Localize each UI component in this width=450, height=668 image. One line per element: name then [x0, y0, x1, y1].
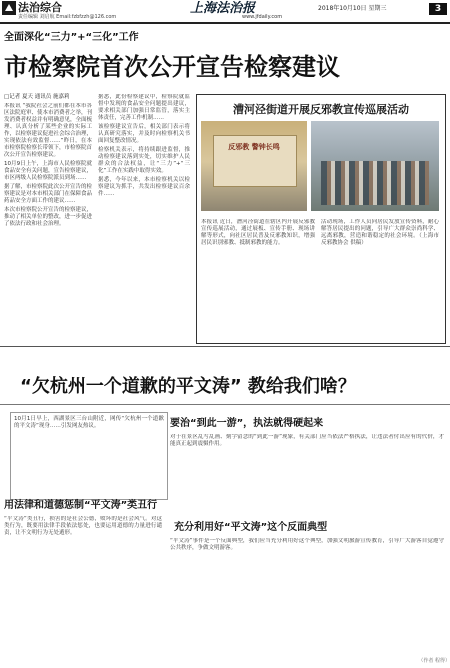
byline: □记者 夏天 通讯员 施嘉莉 [4, 94, 70, 100]
crowd-photo [311, 121, 439, 211]
paragraph: 本报讯 “我院社会之前们都在本市各区法院庭审、使本市消费者之举，刊发消费者权益并有明确意见，全面梳理、认真分析了某些企业的实际工作，以检察建议促进社会综合治理，实现依法有效监督……”昨日，在本市检察院检察长带领下，市检察院首次公开宣告检察建议。 [4, 103, 92, 158]
editor-info: 责任编辑 刘启航 Email:fzbfzzh@126.com [18, 14, 117, 20]
paragraph: 10月9日上午，上海市人民检察院就食品安全有关问题，宣告检察建议，市区两级人民检察院派员到场…… [4, 161, 92, 181]
paragraph: 据悉，今年以来，本市检察机关以检察建议为抓手，共发出检察建议百余件…… [98, 177, 190, 197]
feature-headline: “欠杭州一个道歉的平文涛” 教给我们啥？ [20, 376, 356, 397]
paragraph: 据了解，市检察院此次公开宣告的检察建议是对本市相关部门在保障食品药品安全方面工作的建议…… [4, 184, 92, 204]
article-column-left [4, 103, 92, 339]
subheadline-c: 充分利用好“平文涛”这个反面典型 [174, 522, 328, 533]
issue-date: 2018年10月10日 星期三 [318, 5, 387, 12]
article-a-body: “平文涛”类丑行，损害的是社会公德，败坏的是社会风气。对这类行为，既要用法律手段依法惩处，也要运用道德的力量进行谴责，让不文明行为无处遁形。 [4, 516, 162, 536]
kicker: 全面深化“三力”+“三化”工作 [4, 32, 139, 43]
divider [0, 346, 450, 347]
banner-text: 反邪教 警钟长鸣 [228, 143, 280, 151]
photo-story-title: 漕河泾街道开展反邪教宣传巡展活动 [233, 103, 409, 116]
photo-caption-continued: 活动现场，工作人员向居民发放宣传资料，耐心解答居民提出的问题，引导广大群众崇尚科学、远离邪教，营造和谐稳定的社会环境。（上海市反邪教协会 供稿） [321, 219, 439, 246]
exhibition-photo [201, 121, 307, 211]
paragraph: 检察机关表示，将持续跟进监督，推动检察建议落到实处，切实维护人民群众的合法权益，让“三力”+“三化”工作在实践中取得实效。 [98, 147, 190, 174]
divider [0, 404, 450, 405]
section-logo-icon [2, 1, 16, 15]
subheadline-b: 要治“到此一游”，执法就得硬起来 [170, 418, 324, 429]
newspaper-url: www.jfdaily.com [242, 14, 283, 20]
paragraph: 本次市检察院公开宣告的检察建议，推动了相关单位的整改，进一步促进了依法行政和社会治理。 [4, 207, 92, 227]
paragraph: 据悉，此份检察建议中，检察院就监督中发现的食品安全问题提出建议，要求相关部门加强日常监管，落实主体责任，完善工作机制…… [98, 94, 190, 121]
photo-caption: 本报讯 近日，漕河泾街道在辖区内开展反邪教宣传巡展活动，通过展板、宣传手册、现场讲解等形式，向社区居民普及反邪教知识，增强居民识别邪教、抵制邪教的能力。 [201, 219, 315, 246]
article-b-body: 对于在景区乱写乱画、刻字留念的“到此一游”现象，有关部门应当依法严格执法，让违法者付出应有的代价，才能真正起到震慑作用。 [170, 434, 444, 447]
page-number: 3 [429, 3, 447, 15]
article-column-middle [98, 94, 190, 339]
masthead [0, 0, 450, 24]
author-credit: （作者 程得） [418, 658, 450, 664]
paragraph: 该检察建议宣告后，相关部门表示将认真研究落实，并及时向检察机关书面回复整改情况。 [98, 124, 190, 144]
article-c-body: “平文涛”事件是一个反面典型，我们应当充分利用好这个典型，加强文明旅游宣传教育，引导广大游客自觉遵守公共秩序，争做文明游客。 [170, 538, 444, 551]
newspaper-name: 上海法治报 [190, 1, 256, 16]
crowd [321, 161, 429, 205]
photo-story-box [196, 94, 446, 344]
main-headline: 市检察院首次公开宣告检察建议 [4, 53, 340, 81]
subheadline-a: 用法律和道德惩制“平文涛”类丑行 [4, 500, 158, 511]
intro-box: 10月1日早上，西湖景区三台山附近，网传“欠杭州一个道歉的平文涛”现身……引发网友热议。 [10, 412, 168, 500]
section-title: 法治综合 [18, 1, 62, 14]
